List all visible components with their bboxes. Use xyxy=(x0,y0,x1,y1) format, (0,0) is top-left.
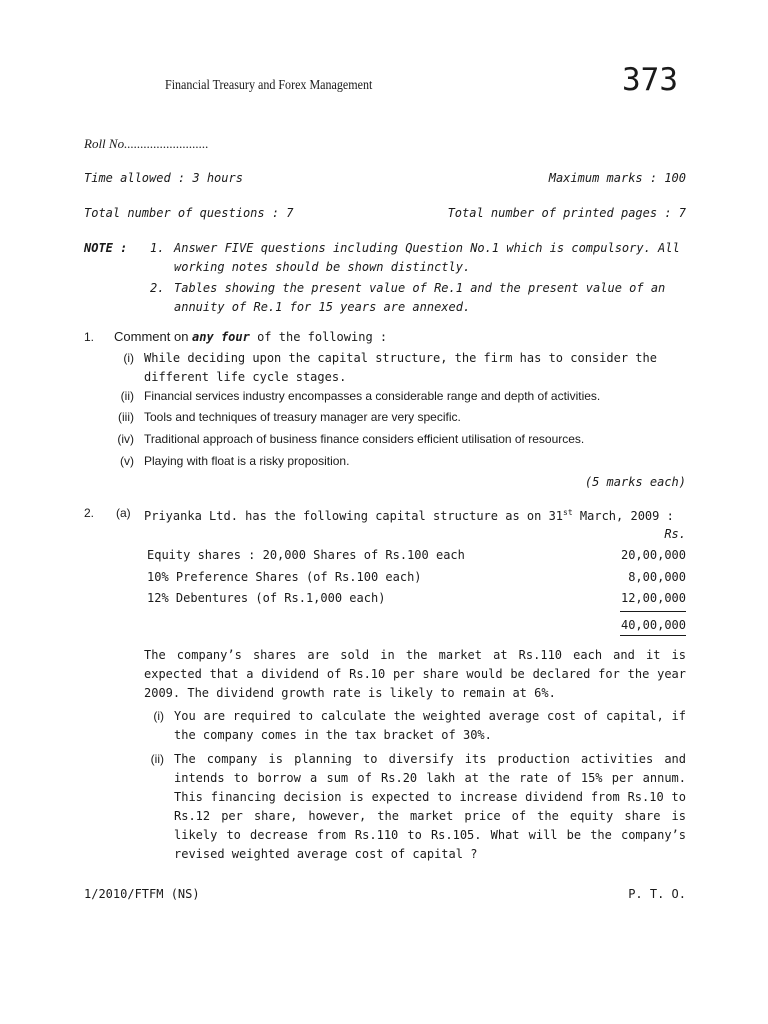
marks-note: (5 marks each) xyxy=(584,475,686,489)
item-number: (i) xyxy=(123,351,134,365)
total-rule-top xyxy=(620,611,686,612)
note-item-text: Tables showing the present value of Re.1 and the present value of an annuity of Re.1 for 15 years are annexed. xyxy=(174,281,666,314)
question-2-intro xyxy=(144,504,674,525)
table-row-label: 10% Preference Shares (of Rs.100 each) xyxy=(147,570,422,584)
item-text: While deciding upon the capital structure, the firm has to consider the different life cycle stages. xyxy=(144,351,657,384)
table-row-value: 20,00,000 xyxy=(620,548,686,562)
table-row-value: 12,00,000 xyxy=(620,591,686,605)
note-item-text: Answer FIVE questions including Question No.1 which is compulsory. All working notes should be shown distinctly. xyxy=(174,241,680,274)
question-1-intro xyxy=(114,328,387,346)
item-number: (ii) xyxy=(120,389,134,403)
maximum-marks: Maximum marks : 100 xyxy=(548,171,686,185)
intro-emphasis: any four xyxy=(192,330,250,344)
table-row-label: 12% Debentures (of Rs.1,000 each) xyxy=(147,591,386,605)
subitem-number: (ii) xyxy=(150,752,164,766)
intro-superscript: st xyxy=(563,508,573,517)
intro-text: Comment on xyxy=(114,329,193,344)
total-pages: Total number of printed pages : 7 xyxy=(447,206,686,220)
item-number: (v) xyxy=(120,454,134,468)
subitem-text: You are required to calculate the weighted average cost of capital, if the company comes in the tax bracket of 30%. xyxy=(174,709,686,742)
item-text: Traditional approach of business finance considers efficient utilisation of resources. xyxy=(144,432,585,446)
subitem-text: The company is planning to diversify its production activities and intends to borrow a sum of Rs.20 lakh at the rate of 15% per annum. This financing decision is expected to increase dividend from Rs.10 to Rs.12 per share, however, the market price of the equity share is likely to decrease from Rs.110 to Rs.105. What will be the company’s revised weighted average cost of capital ? xyxy=(174,752,686,861)
table-total: 40,00,000 xyxy=(620,618,686,632)
footer-pto: P. T. O. xyxy=(628,887,686,901)
paper-code: 373 xyxy=(622,62,678,98)
footer-code: 1/2010/FTFM (NS) xyxy=(84,887,200,901)
intro-text: of the following : xyxy=(249,330,388,344)
currency-header: Rs. xyxy=(664,527,686,541)
question-number: 1. xyxy=(84,330,95,344)
table-row-label: Equity shares : 20,000 Shares of Rs.100 each xyxy=(147,548,465,562)
item-text: Tools and techniques of treasury manager are very specific. xyxy=(144,410,461,424)
table-row-value: 8,00,000 xyxy=(628,570,686,584)
part-label: (a) xyxy=(116,506,131,520)
total-questions: Total number of questions : 7 xyxy=(84,206,294,220)
item-text: Financial services industry encompasses a considerable range and depth of activities. xyxy=(144,389,601,403)
roll-no: Roll No.......................... xyxy=(84,136,209,151)
item-text: Playing with float is a risky proposition. xyxy=(144,454,350,468)
note-label: NOTE : xyxy=(84,241,128,255)
time-allowed: Time allowed : 3 hours xyxy=(84,171,243,185)
subitem-number: (i) xyxy=(153,709,164,723)
item-number: (iii) xyxy=(118,410,134,424)
item-number: (iv) xyxy=(117,432,134,446)
intro-text: March, 2009 : xyxy=(572,509,674,523)
paper-title: Financial Treasury and Forex Management xyxy=(165,78,373,93)
intro-text: Priyanka Ltd. has the following capital structure as on 31 xyxy=(144,509,564,523)
question-paragraph: The company’s shares are sold in the market at Rs.110 each and it is expected that a dividend of Rs.10 per share would be declared for the year 2009. The dividend growth rate is likely to remain at 6%. xyxy=(144,648,686,700)
note-item-number: 2. xyxy=(150,281,165,295)
total-rule-bottom xyxy=(620,635,686,636)
question-number: 2. xyxy=(84,506,95,520)
note-item-number: 1. xyxy=(150,241,165,255)
